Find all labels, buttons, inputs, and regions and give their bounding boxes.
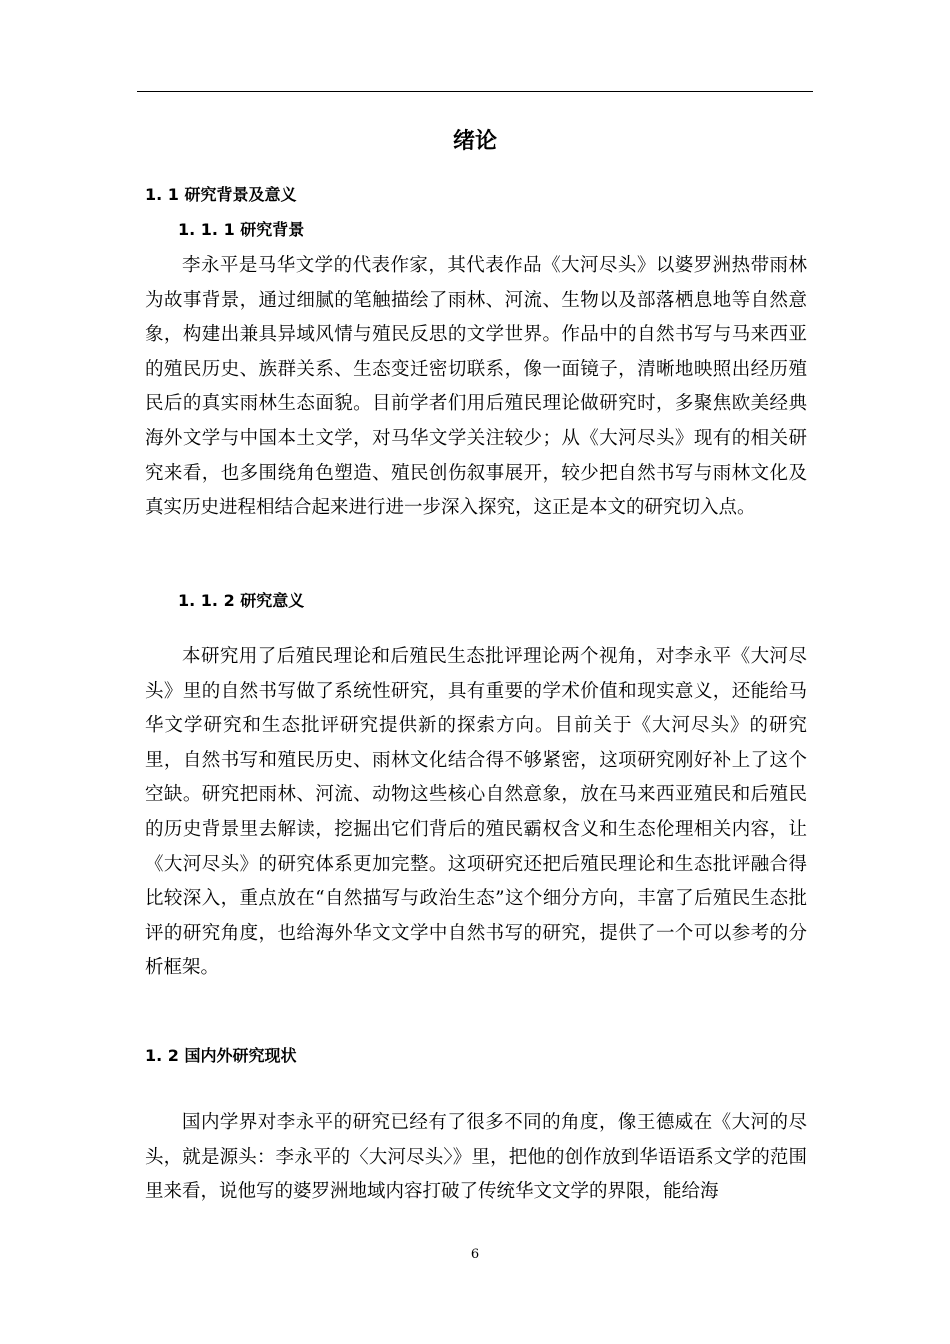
header-rule bbox=[137, 91, 813, 92]
paragraph-research-background: 李永平是马华文学的代表作家，其代表作品《大河尽头》以婆罗洲热带雨林为故事背景，通过细腻的笔触描绘了雨林、河流、生物以及部落栖息地等自然意象，构建出兼具异域风情与殖民反思的文学世界。作品中的自然书写与马来西亚的殖民历史、族群关系、生态变迁密切联系，像一面镜子，清晰地映照出经历殖民后的真实雨林生态面貌。目前学者们用后殖民理论做研究时，多聚焦欧美经典海外文学与中国本土文学，对马华文学关注较少；从《大河尽头》现有的相关研究来看，也多围绕角色塑造、殖民创伤叙事展开，较少把自然书写与雨林文化及真实历史进程相结合起来进行进一步深入探究，这正是本文的研究切入点。 bbox=[145, 255, 807, 519]
paragraph-research-significance: 本研究用了后殖民理论和后殖民生态批评理论两个视角，对李永平《大河尽头》里的自然书写做了系统性研究，具有重要的学术价值和现实意义，还能给马华文学研究和生态批评研究提供新的探索方向。目前关于《大河尽头》的研究里，自然书写和殖民历史、雨林文化结合得不够紧密，这项研究刚好补上了这个空缺。研究把雨林、河流、动物这些核心自然意象，放在马来西亚殖民和后殖民的历史背景里去解读，挖掘出它们背后的殖民霸权含义和生态伦理相关内容，让《大河尽头》的研究体系更加完整。这项研究还把后殖民理论和生态批评融合得比较深入，重点放在“自然描写与政治生态”这个细分方向，丰富了后殖民生态批评的研究角度，也给海外华文文学中自然书写的研究，提供了一个可以参考的分析框架。 bbox=[145, 646, 807, 979]
subsection-heading-research-background: 1. 1. 1 研究背景 bbox=[178, 220, 305, 239]
subsection-heading-research-significance: 1. 1. 2 研究意义 bbox=[178, 591, 305, 610]
section-heading-research-status: 1. 2 国内外研究现状 bbox=[145, 1046, 297, 1065]
paragraph-research-status: 国内学界对李永平的研究已经有了很多不同的角度，像王德威在《大河的尽头，就是源头：李永平的〈大河尽头〉》里，把他的创作放到华语语系文学的范围里来看，说他写的婆罗洲地域内容打破了传统华文文学的界限，能给海 bbox=[145, 1112, 807, 1203]
page-number: 6 bbox=[470, 1247, 480, 1262]
section-heading-research-background-significance: 1. 1 研究背景及意义 bbox=[145, 185, 297, 204]
page-title: 绪论 bbox=[452, 129, 497, 154]
